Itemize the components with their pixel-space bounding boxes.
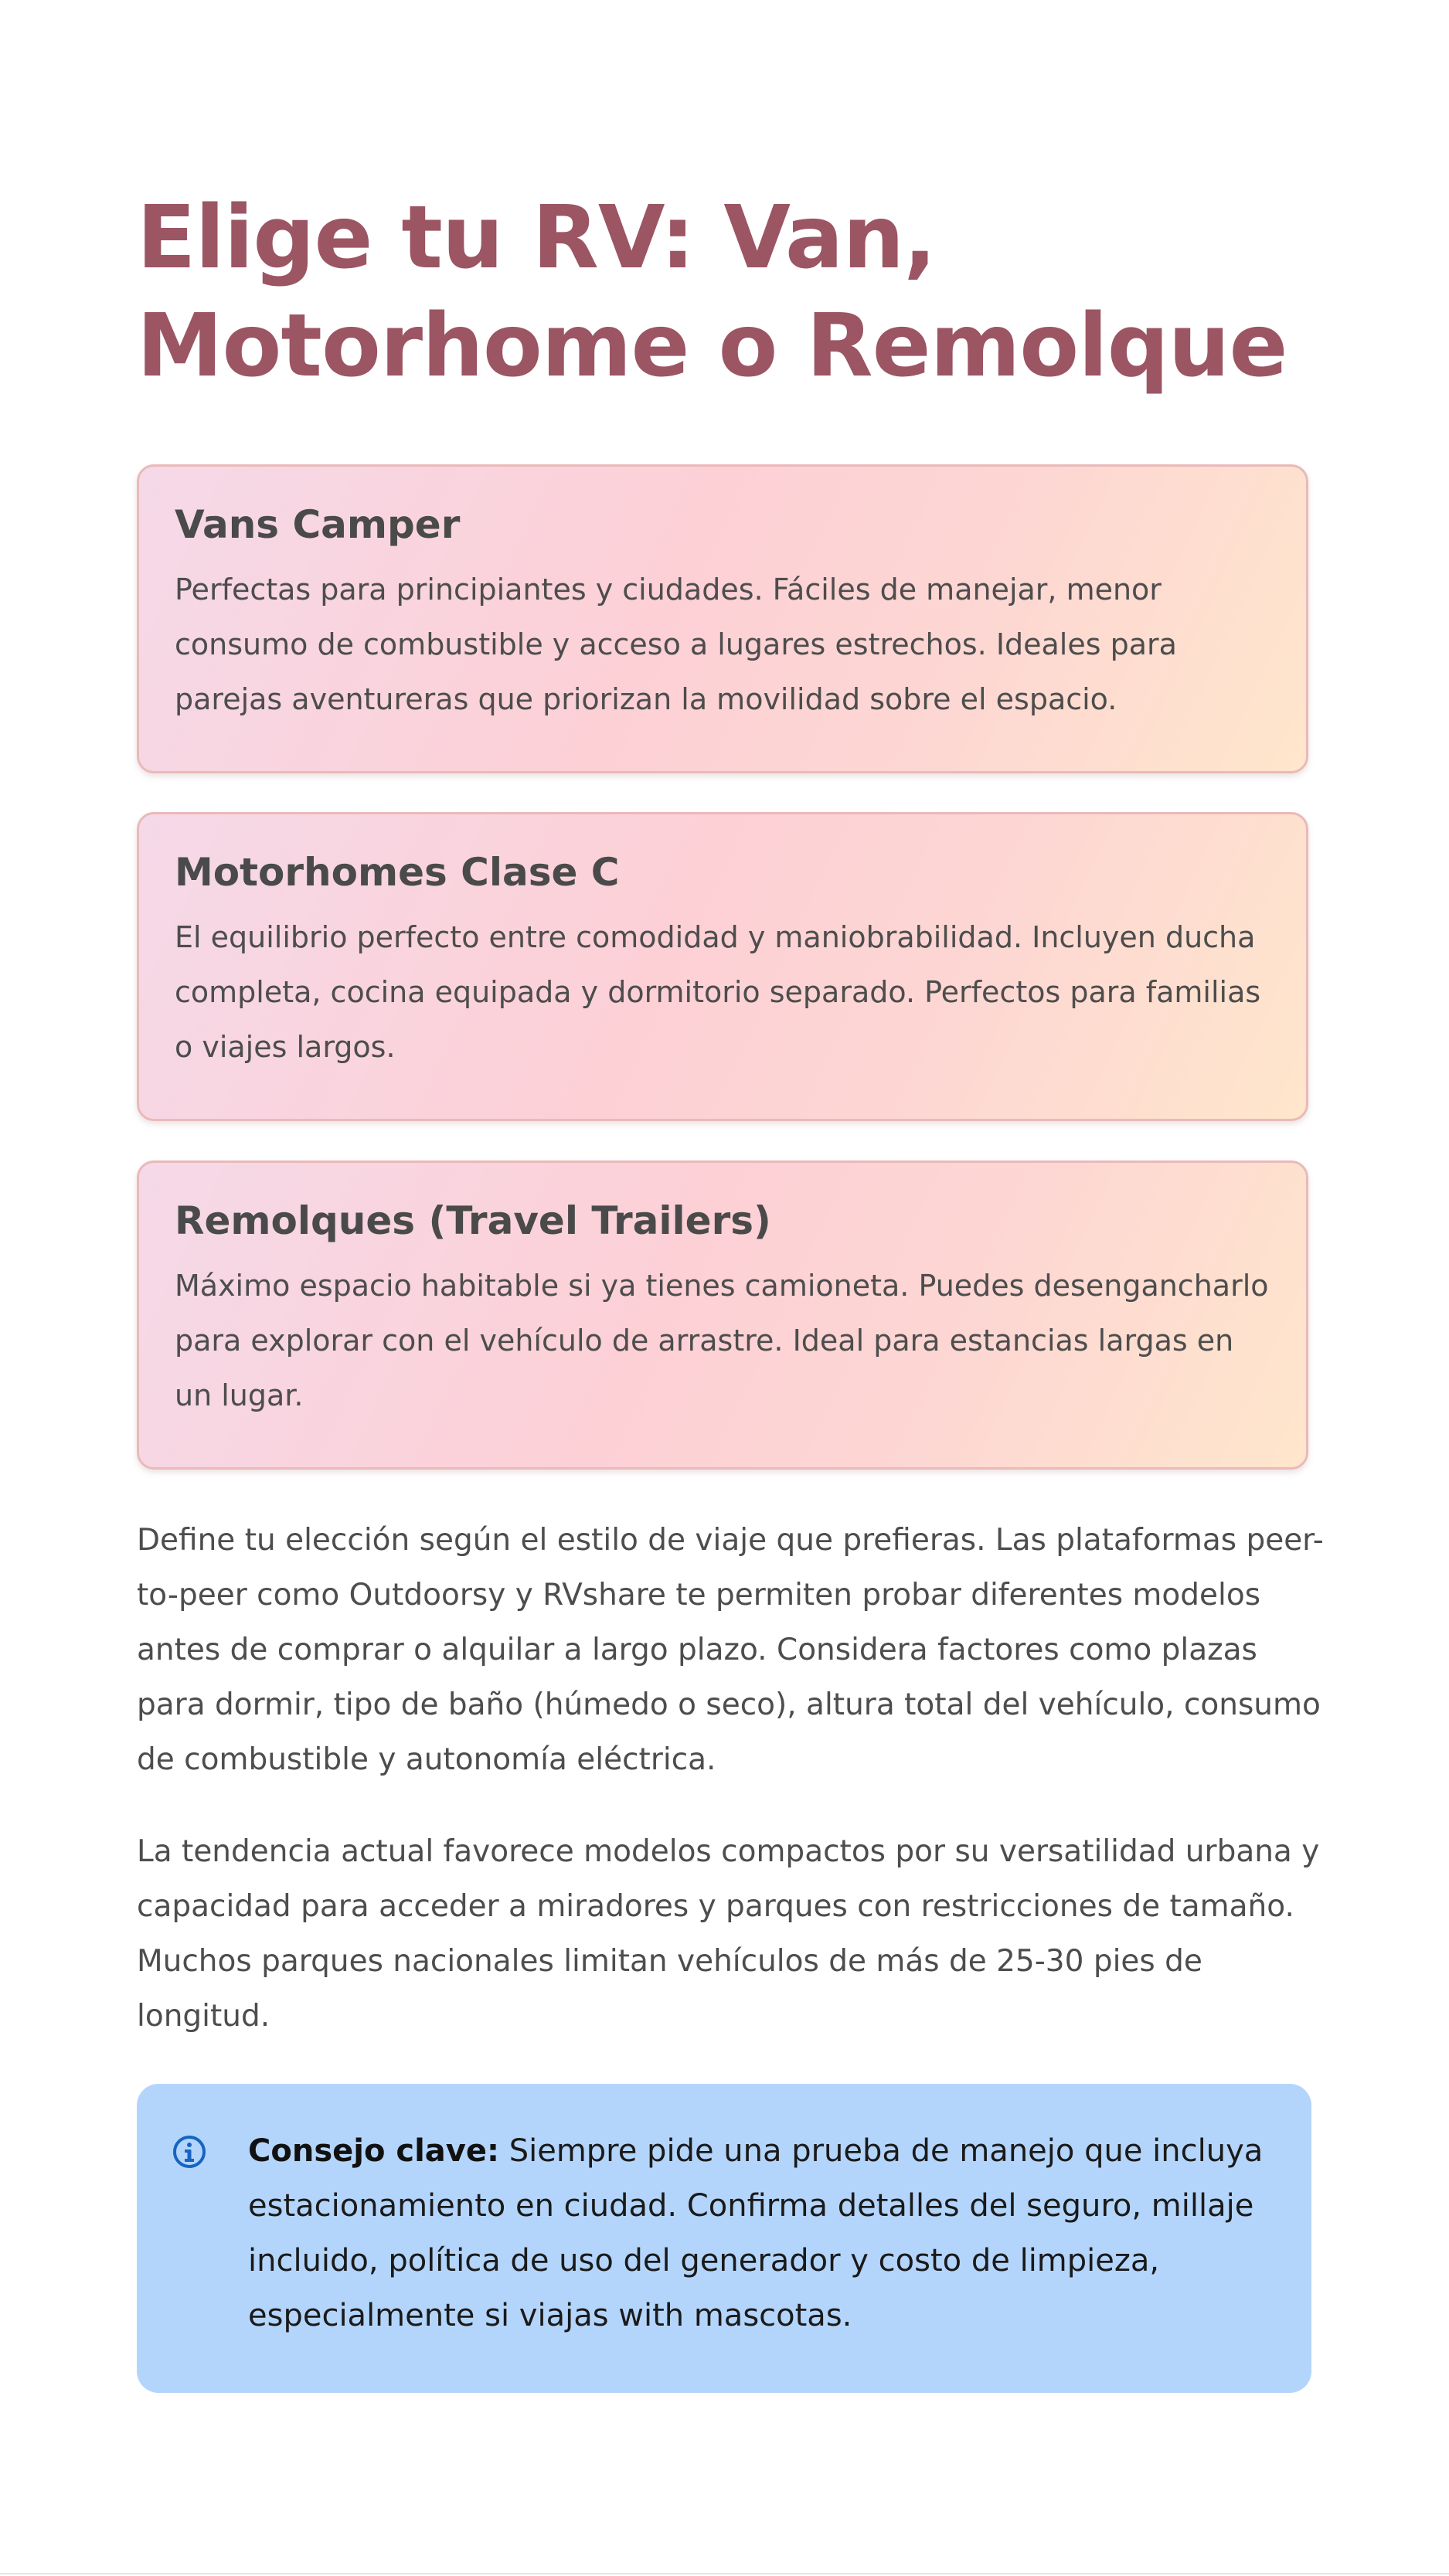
callout-body: Siempre pide una prueba de manejo que incluya estacionamiento en ciudad. Confirma detalles del seguro, millaje incluido, política de uso del generador y costo de limpieza, especialmente si viajas with mascotas. (248, 2133, 1264, 2333)
callout-label: Consejo clave: (248, 2133, 499, 2169)
card-text: Perfectas para principiantes y ciudades. Fáciles de manejar, menor consumo de combustible y acceso a lugares estrechos. Ideales para parejas aventureras que priorizan la movilidad sobre el espacio. (175, 573, 1177, 716)
card-text: Máximo espacio habitable si ya tienes camioneta. Puedes desengancharlo para explorar con el vehículo de arrastre. Ideal para estancias largas en un lugar. (175, 1269, 1269, 1412)
card-motorhomes (137, 812, 1308, 1121)
body-paragraph: Define tu elección según el estilo de viaje que prefieras. Las plataformas peer-to-peer como Outdoorsy y RVshare te permiten probar diferentes modelos antes de comprar o alquilar a largo plazo. Considera factores como plazas para dormir, tipo de baño (húmedo o seco), altura total del vehículo, consumo de combustible y autonomía eléctrica. (137, 1523, 1324, 1777)
info-icon (172, 2135, 206, 2169)
card-text: El equilibrio perfecto entre comodidad y maniobrabilidad. Incluyen ducha completa, cocina equipada y dormitorio separado. Perfectos para familias o viajes largos. (175, 920, 1261, 1064)
callout-text (248, 2124, 1273, 2343)
tip-callout (137, 2084, 1311, 2393)
page-title: Elige tu RV: Van, Motorhome o Remolque (137, 188, 1287, 396)
page-divider (0, 2573, 1449, 2574)
card-title: Remolques (Travel Trailers) (175, 1198, 771, 1243)
card-title: Vans Camper (175, 502, 461, 547)
card-title: Motorhomes Clase C (175, 850, 620, 895)
body-paragraph: La tendencia actual favorece modelos compactos por su versatilidad urbana y capacidad para acceder a miradores y parques con restricciones de tamaño. Muchos parques nacionales limitan vehículos de más de 25-30 pies de longitud. (137, 1834, 1320, 2034)
card-vans-camper (137, 464, 1308, 773)
card-remolques (137, 1161, 1308, 1470)
